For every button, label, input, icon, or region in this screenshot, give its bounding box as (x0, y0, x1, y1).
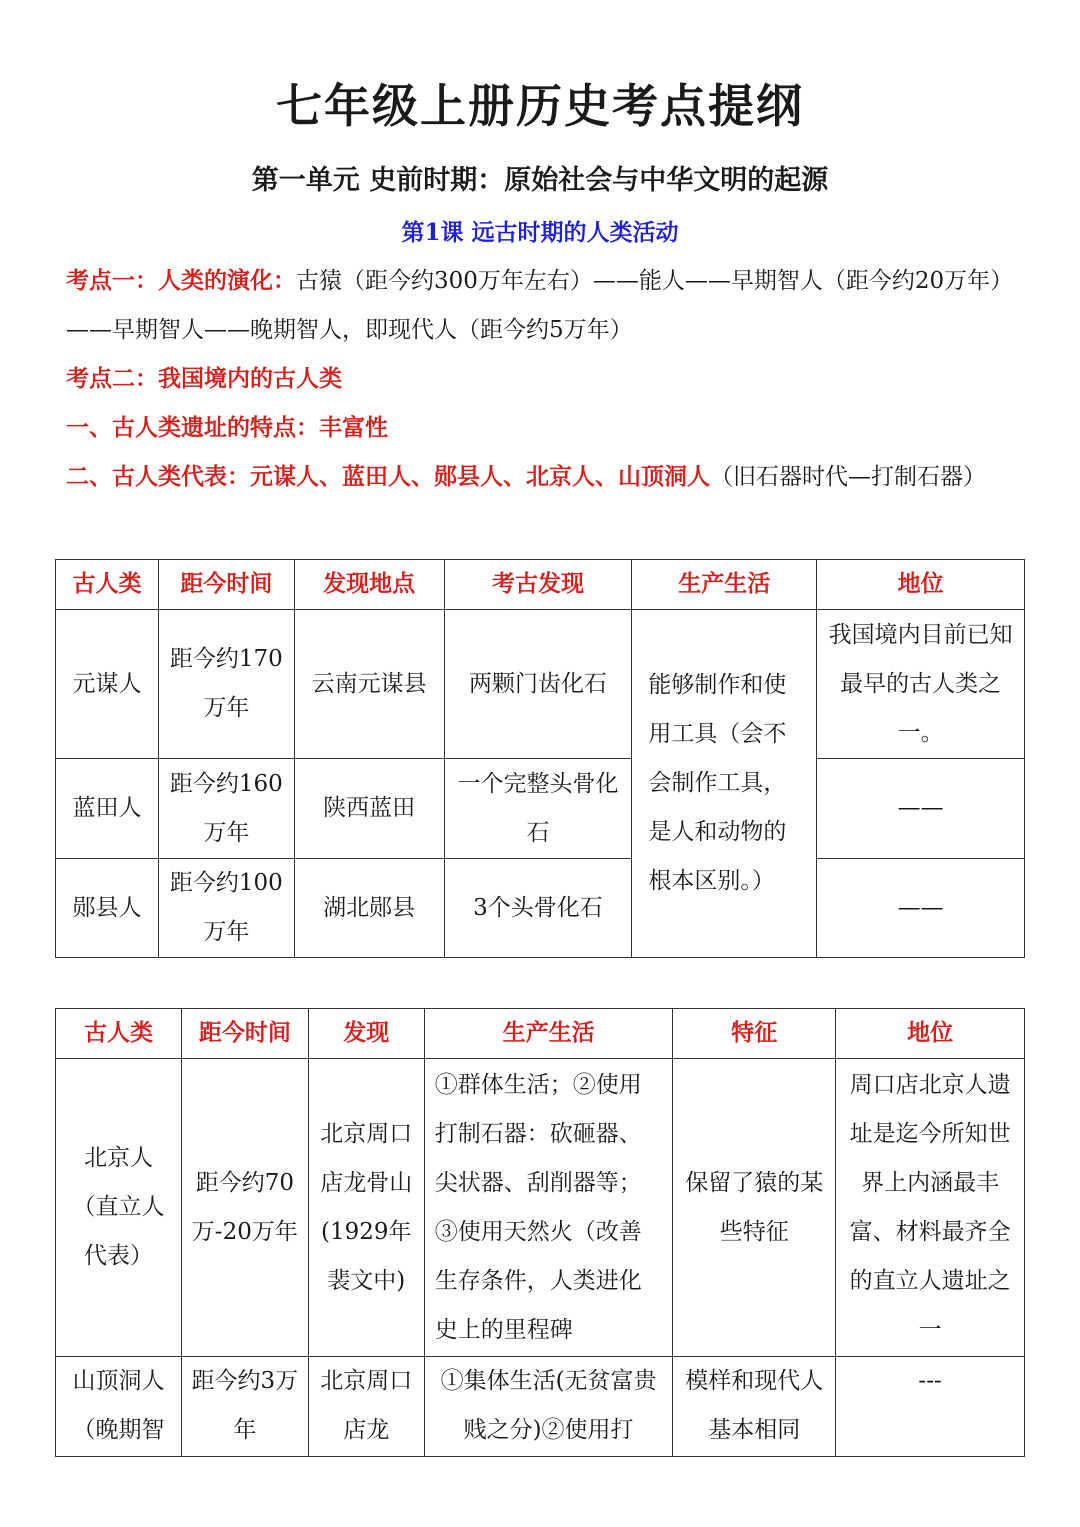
table-cell: 云南元谋县 (294, 610, 444, 759)
item2-paragraph (66, 452, 1026, 502)
table-cell: 距今约170万年 (158, 610, 294, 759)
table-row (56, 859, 1025, 958)
point1-text: 古猿（距今约300万年左右）——能人——早期智人（距今约20万年）——早期智人——晚期智人，即现代人（距今约5万年） (66, 268, 1014, 343)
table-cell: 北京周口店龙 (308, 1357, 424, 1457)
table-cell: 保留了猿的某些特征 (673, 1059, 836, 1357)
table-cell: --- (836, 1357, 1025, 1457)
table-header-cell: 生产生活 (632, 560, 817, 610)
table-row (56, 610, 1025, 759)
table-cell: 湖北郧县 (294, 859, 444, 958)
table-header-cell: 发现 (308, 1009, 424, 1059)
table-header-cell: 古人类 (56, 560, 159, 610)
table-cell: 距今约160万年 (158, 759, 294, 859)
table-cell: ①集体生活(无贫富贵贱之分)②使用打 (424, 1357, 673, 1457)
table-header-cell: 特征 (673, 1009, 836, 1059)
table-header-row (56, 1009, 1025, 1059)
table-header-cell: 距今时间 (181, 1009, 308, 1059)
table-cell: 模样和现代人基本相同 (673, 1357, 836, 1457)
item2-text: （旧石器时代—打制石器） (710, 464, 986, 490)
ancient-humans-table-1 (55, 559, 1025, 958)
table-cell: 郧县人 (56, 859, 159, 958)
table-row (56, 1059, 1025, 1357)
table-header-row (56, 560, 1025, 610)
point2-label: 考点二：我国境内的古人类 (66, 365, 342, 392)
table-header-cell: 古人类 (56, 1009, 182, 1059)
unit-title: 第一单元 史前时期：原始社会与中华文明的起源 (251, 165, 829, 196)
item1-label: 一、古人类遗址的特点：丰富性 (66, 414, 388, 441)
table-cell: —— (817, 859, 1025, 958)
table-cell: 北京周口店龙骨山(1929年裴文中) (308, 1059, 424, 1357)
table-cell: 元谋人 (56, 610, 159, 759)
table-cell: 距今约3万年 (181, 1357, 308, 1457)
table-header-cell: 地位 (817, 560, 1025, 610)
table-header-cell: 生产生活 (424, 1009, 673, 1059)
table-header-cell: 距今时间 (158, 560, 294, 610)
table-cell: 陕西蓝田 (294, 759, 444, 859)
table-cell: 两颗门齿化石 (444, 610, 632, 759)
table-header-cell: 发现地点 (294, 560, 444, 610)
ancient-humans-table-2 (55, 1008, 1025, 1457)
table-header-cell: 地位 (836, 1009, 1025, 1059)
page-title: 七年级上册历史考点提纲 (276, 79, 804, 133)
item2-label: 二、古人类代表：元谋人、蓝田人、郧县人、北京人、山顶洞人 (66, 463, 710, 490)
table-cell-life: 能够制作和使用工具（会不会制作工具，是人和动物的根本区别。） (632, 610, 817, 958)
table-cell: 距今约70万-20万年 (181, 1059, 308, 1357)
table-cell: ①群体生活；②使用打制石器：砍砸器、尖状器、刮削器等；③使用天然火（改善生存条件，人类进化史上的里程碑 (424, 1059, 673, 1357)
table-header-cell: 考古发现 (444, 560, 632, 610)
item1-heading (66, 403, 1026, 453)
point1-paragraph (66, 256, 1026, 355)
table-cell: 蓝田人 (56, 759, 159, 859)
table-row (56, 1357, 1025, 1457)
table-cell: 一个完整头骨化石 (444, 759, 632, 859)
table-cell: 3个头骨化石 (444, 859, 632, 958)
table-cell: 距今约100万年 (158, 859, 294, 958)
point2-heading (66, 354, 1026, 404)
table-cell: 我国境内目前已知最早的古人类之一。 (817, 610, 1025, 759)
table-cell: 周口店北京人遗址是迄今所知世界上内涵最丰富、材料最齐全的直立人遗址之一 (836, 1059, 1025, 1357)
table-cell: —— (817, 759, 1025, 859)
lesson-title: 第1课 远古时期的人类活动 (401, 219, 679, 246)
table-cell: 北京人（直立人代表） (56, 1059, 182, 1357)
point1-label: 考点一：人类的演化： (66, 267, 296, 294)
table-row (56, 759, 1025, 859)
table-cell: 山顶洞人（晚期智 (56, 1357, 182, 1457)
